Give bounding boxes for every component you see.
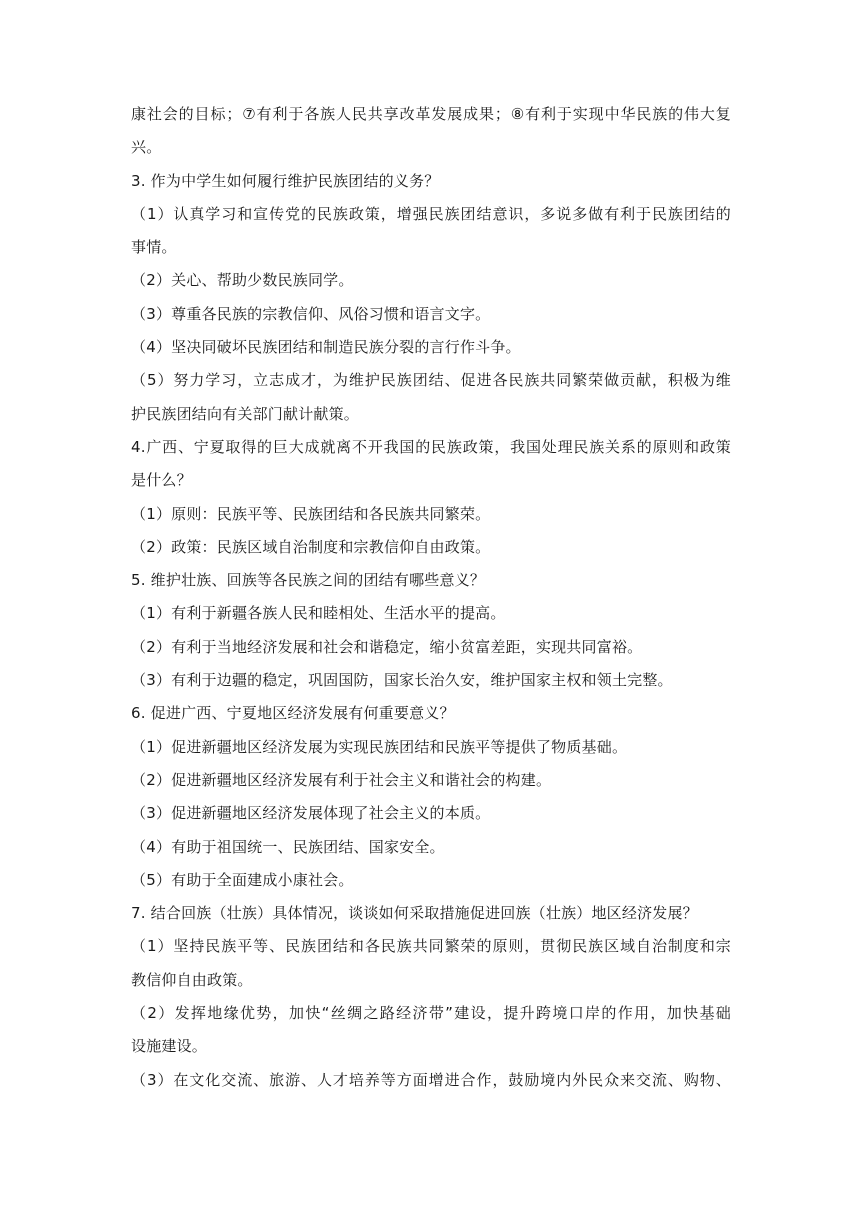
text-line: （1）有利于新疆各族人民和睦相处、生活水平的提高。: [131, 604, 506, 623]
text-line: （5）有助于全面建成小康社会。: [131, 870, 354, 889]
text-line: （2）发挥地缘优势，加快“丝绸之路经济带”建设，提升跨境口岸的作用，加快基础: [131, 1004, 731, 1023]
text-line: 护民族团结向有关部门献计献策。: [131, 404, 360, 423]
text-line: 兴。: [131, 138, 162, 157]
text-line: 康社会的目标；⑦有利于各族人民共享改革发展成果；⑧有利于实现中华民族的伟大复: [131, 105, 731, 123]
text-line: 是什么？: [131, 471, 192, 490]
text-line: （2）关心、帮助少数民族同学。: [131, 271, 354, 290]
text-line: 教信仰自由政策。: [131, 970, 253, 989]
text-line: （1）坚持民族平等、民族团结和各民族共同繁荣的原则，贯彻民族区域自治制度和宗: [131, 937, 731, 956]
text-line: （3）在文化交流、旅游、人才培养等方面增进合作，鼓励境内外民众来交流、购物、: [131, 1070, 731, 1089]
text-line: 设施建设。: [131, 1037, 208, 1056]
text-line: 5. 维护壮族、回族等各民族之间的团结有哪些意义？: [131, 571, 486, 590]
text-line: 7. 结合回族（壮族）具体情况，谈谈如何采取措施促进回族（壮族）地区经济发展？: [131, 904, 698, 923]
text-line: （5）努力学习，立志成才，为维护民族团结、促进各民族共同繁荣做贡献，积极为维: [131, 371, 731, 390]
text-line: （1）认真学习和宣传党的民族政策，增强民族团结意识，多说多做有利于民族团结的: [131, 204, 731, 223]
text-line: （2）政策：民族区域自治制度和宗教信仰自由政策。: [131, 537, 491, 556]
text-line: 3. 作为中学生如何履行维护民族团结的义务？: [131, 171, 440, 190]
text-line: （2）有利于当地经济发展和社会和谐稳定，缩小贫富差距，实现共同富裕。: [131, 637, 643, 656]
text-line: （4）坚决同破坏民族团结和制造民族分裂的言行作斗争。: [131, 338, 521, 357]
text-line: （3）有利于边疆的稳定，巩固国防，国家长治久安，维护国家主权和领土完整。: [131, 671, 673, 690]
text-line: （2）促进新疆地区经济发展有利于社会主义和谐社会的构建。: [131, 770, 552, 789]
text-line: 4.广西、宁夏取得的巨大成就离不开我国的民族政策，我国处理民族关系的原则和政策: [131, 437, 731, 456]
text-line: （3）尊重各民族的宗教信仰、风俗习惯和语言文字。: [131, 304, 491, 323]
document-body: [131, 98, 731, 1097]
text-line: （1）促进新疆地区经济发展为实现民族团结和民族平等提供了物质基础。: [131, 737, 628, 756]
text-line: （4）有助于祖国统一、民族团结、国家安全。: [131, 837, 445, 856]
text-line: 6. 促进广西、宁夏地区经济发展有何重要意义？: [131, 704, 455, 723]
text-line: （3）促进新疆地区经济发展体现了社会主义的本质。: [131, 804, 491, 823]
text-line: （1）原则：民族平等、民族团结和各民族共同繁荣。: [131, 504, 491, 523]
text-line: 事情。: [131, 238, 177, 257]
